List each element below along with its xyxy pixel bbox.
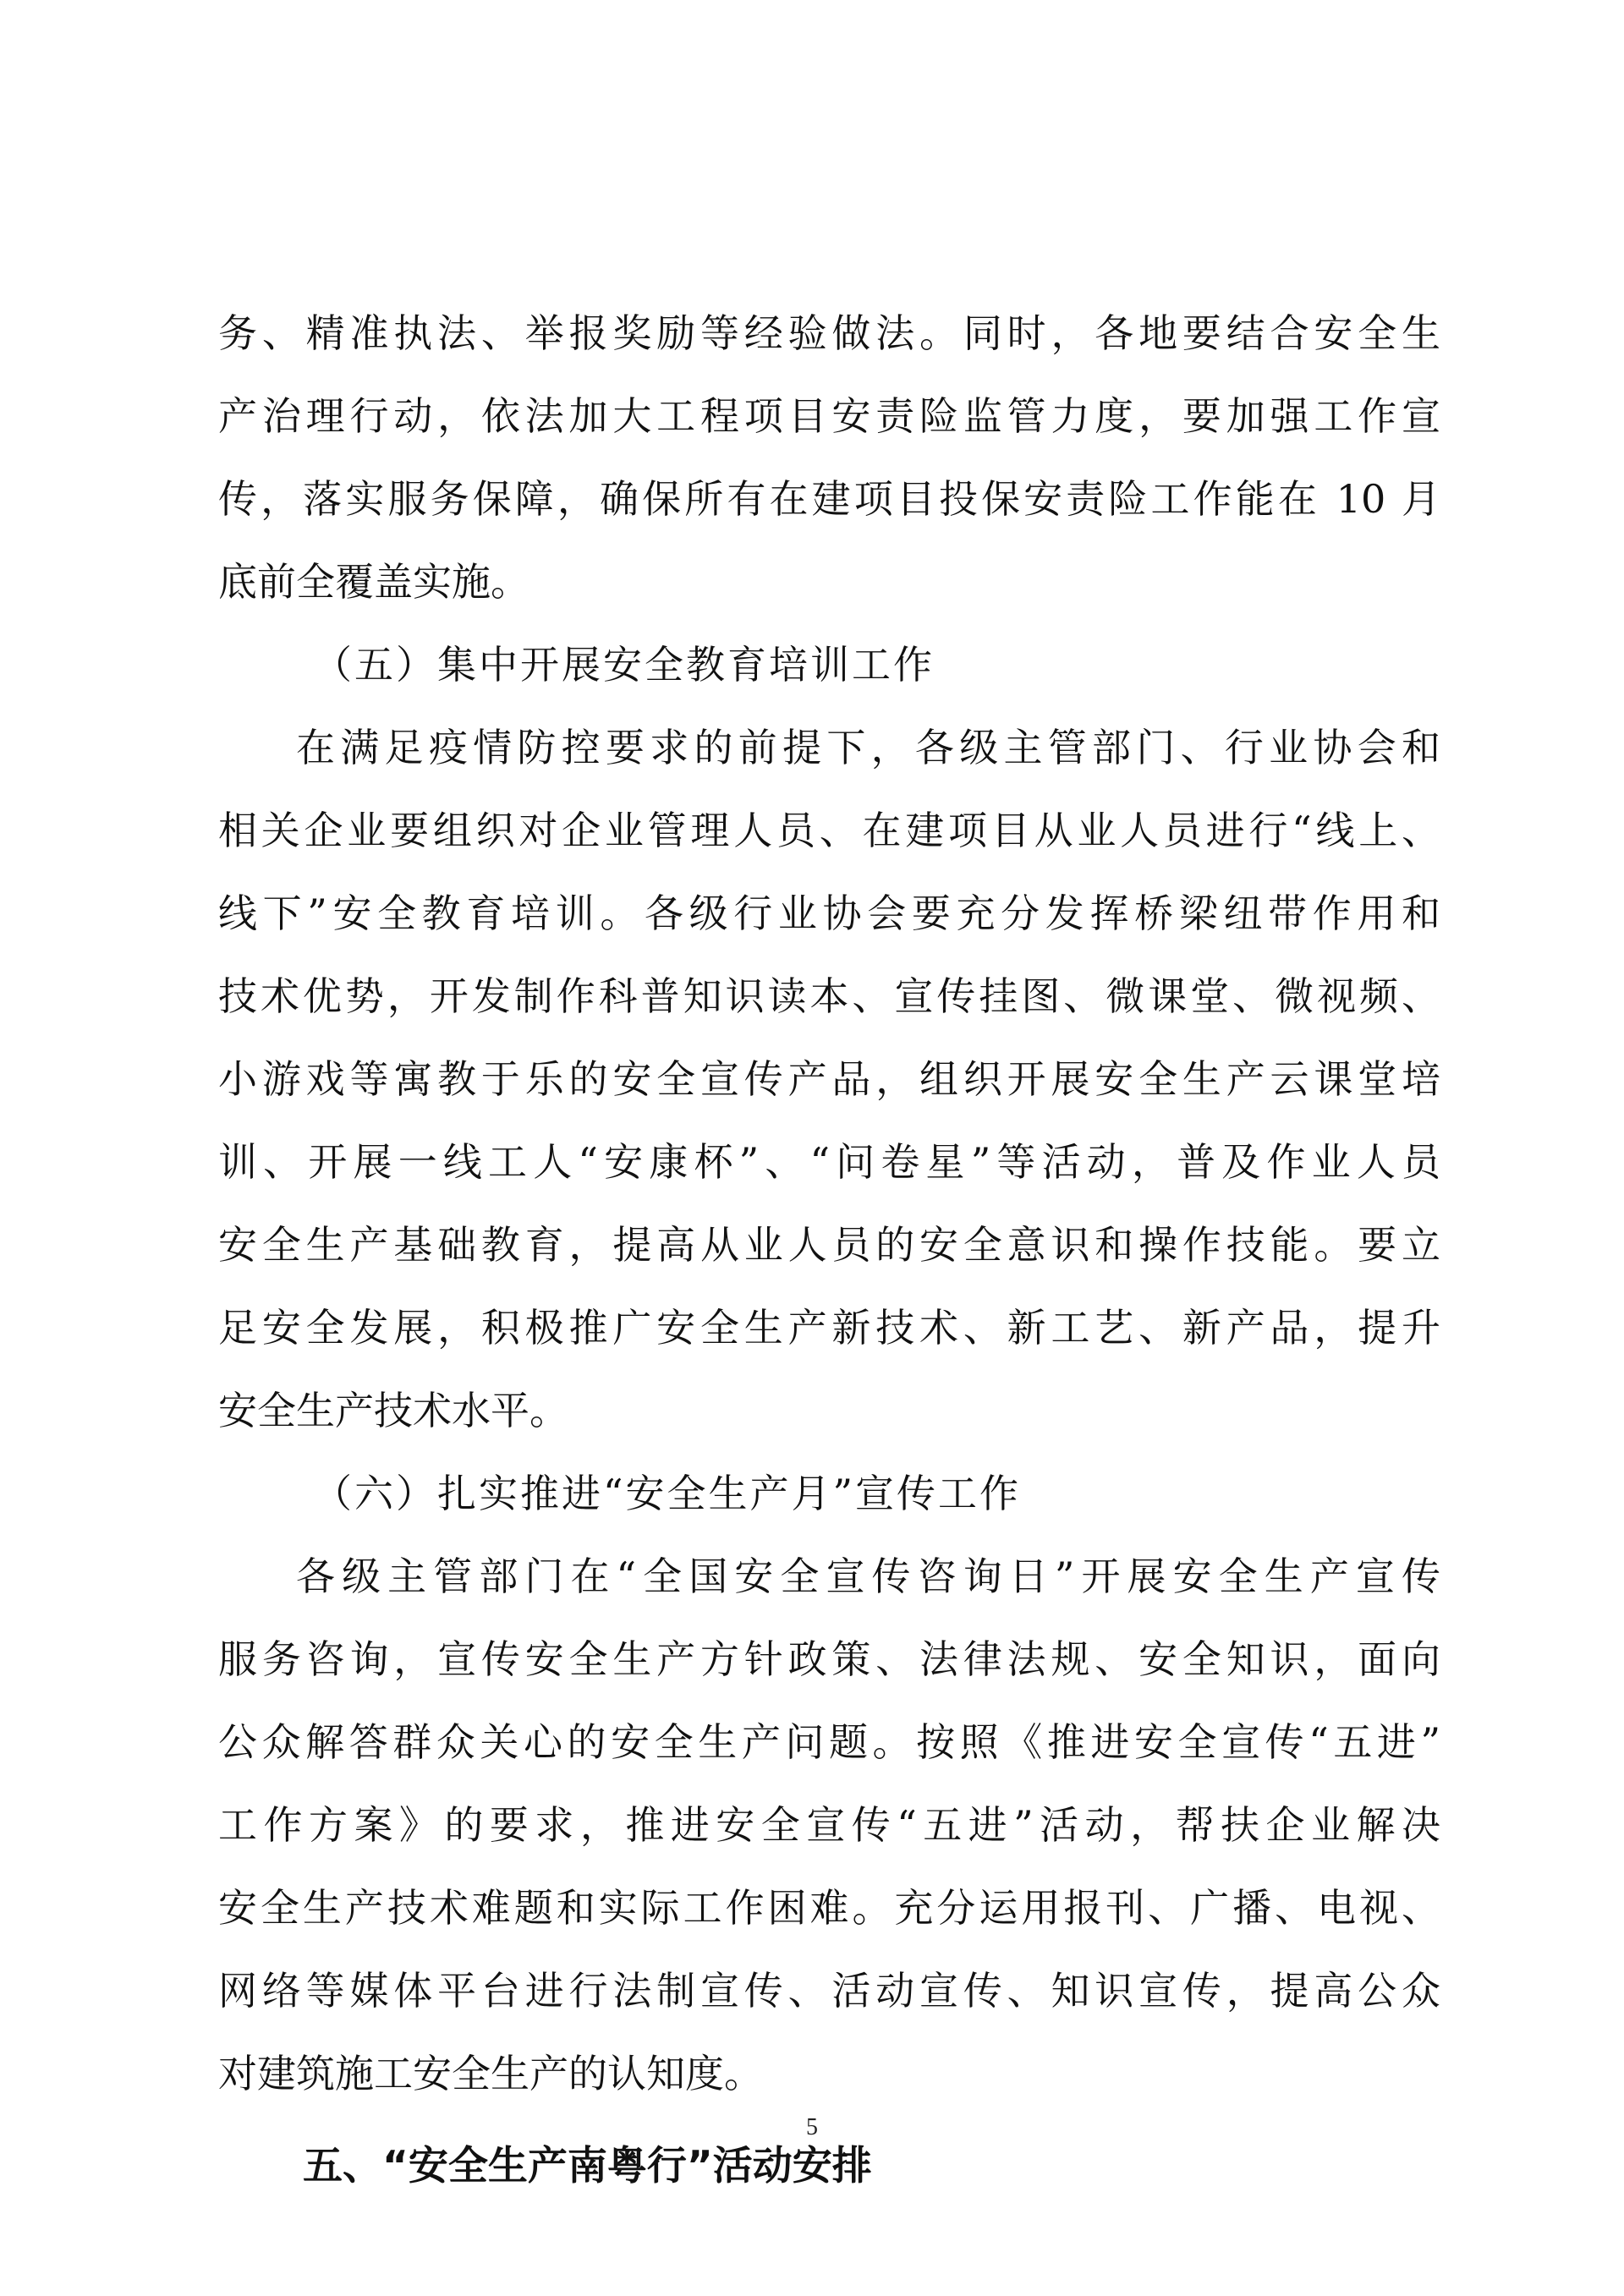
body-line: 安全生产技术水平。 <box>218 1388 568 1433</box>
body-line: 公众解答群众关心的安全生产问题。按照《推进安全宣传“五进” <box>218 1719 1440 1765</box>
body-line: 产治理行动，依法加大工程项目安责险监管力度，要加强工作宣 <box>218 393 1440 439</box>
body-line: 足安全发展，积极推广安全生产新技术、新工艺、新产品，提升 <box>218 1305 1440 1351</box>
body-line: 传，落实服务保障，确保所有在建项目投保安责险工作能在 10 月 <box>218 476 1440 522</box>
body-line: 小游戏等寓教于乐的安全宣传产品，组织开展安全生产云课堂培 <box>218 1056 1440 1102</box>
section-subheading: （六）扎实推进“安全生产月”宣传工作 <box>313 1471 1022 1516</box>
body-line: 服务咨询，宣传安全生产方针政策、法律法规、安全知识，面向 <box>218 1636 1440 1682</box>
body-line: 安全生产技术难题和实际工作困难。充分运用报刊、广播、电视、 <box>218 1885 1440 1931</box>
body-line: 技术优势，开发制作科普知识读本、宣传挂图、微课堂、微视频、 <box>218 973 1440 1019</box>
page-number: 5 <box>806 2114 818 2140</box>
body-line: 训、开展一线工人“安康杯”、“问卷星”等活动，普及作业人员 <box>218 1139 1440 1185</box>
body-line: 在满足疫情防控要求的前提下，各级主管部门、行业协会和 <box>296 725 1440 770</box>
body-line: 对建筑施工安全生产的认知度。 <box>218 2051 763 2096</box>
body-line: 网络等媒体平台进行法制宣传、活动宣传、知识宣传，提高公众 <box>218 1968 1440 2014</box>
body-line: 相关企业要组织对企业管理人员、在建项目从业人员进行“线上、 <box>218 808 1440 853</box>
body-line: 线下”安全教育培训。各级行业协会要充分发挥桥梁纽带作用和 <box>218 890 1440 936</box>
body-line: 务、精准执法、举报奖励等经验做法。同时，各地要结合安全生 <box>218 310 1440 356</box>
section-heading: 五、“安全生产南粤行”活动安排 <box>303 2143 872 2189</box>
body-line: 安全生产基础教育，提高从业人员的安全意识和操作技能。要立 <box>218 1222 1440 1268</box>
body-line: 工作方案》的要求，推进安全宣传“五进”活动，帮扶企业解决 <box>218 1802 1440 1848</box>
body-line: 各级主管部门在“全国安全宣传咨询日”开展安全生产宣传 <box>296 1553 1440 1599</box>
section-subheading: （五）集中开展安全教育培训工作 <box>313 642 935 688</box>
body-line: 底前全覆盖实施。 <box>218 559 529 605</box>
document-body <box>218 292 1440 2208</box>
